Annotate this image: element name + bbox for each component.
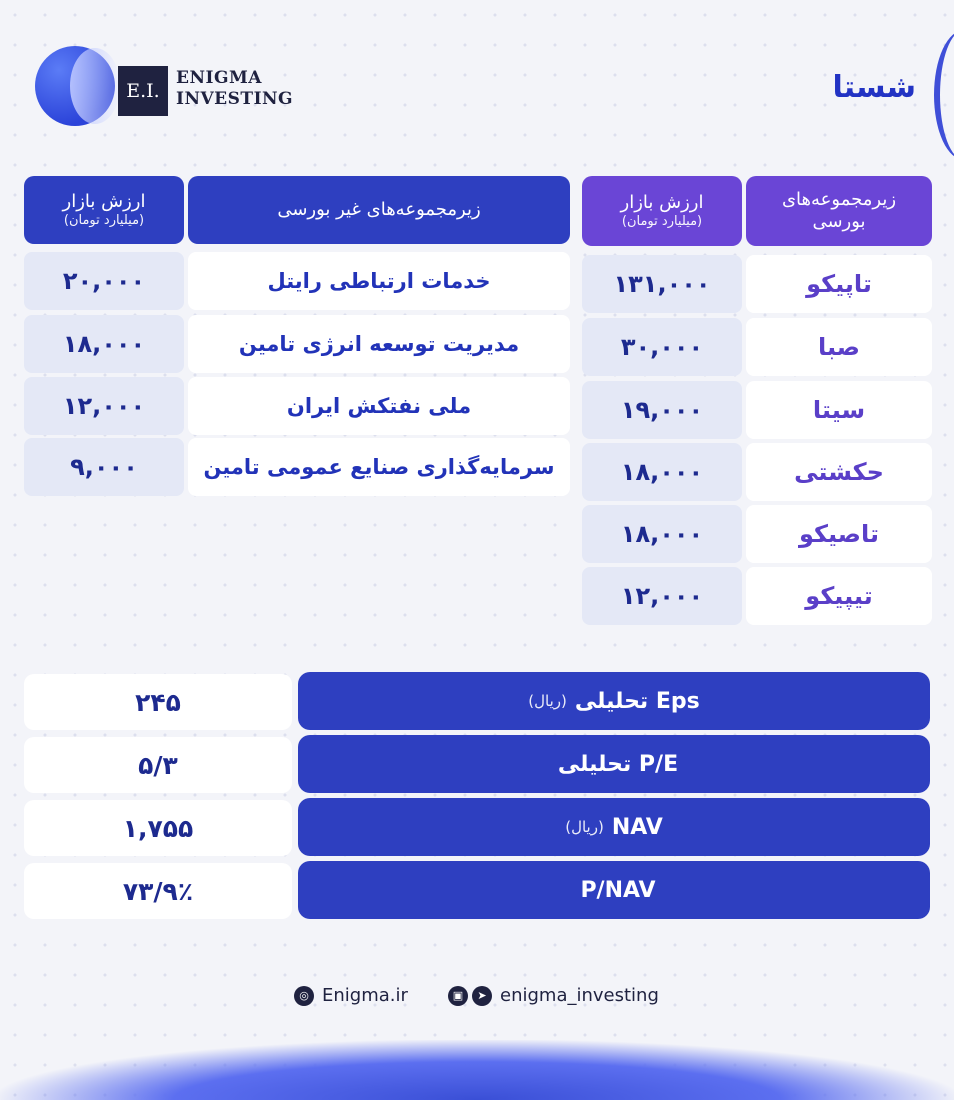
- metric-unit: (ریال): [528, 692, 567, 710]
- listed-row-value: ۳۰,۰۰۰: [582, 318, 742, 376]
- logo-mark: E.I.: [118, 66, 168, 116]
- metric-label: [298, 672, 930, 730]
- unlisted-row-name: سرمایه‌گذاری صنایع عمومی تامین: [188, 438, 570, 496]
- listed-header-value-main: ارزش بازار: [620, 192, 704, 213]
- listed-row-value: ۱۹,۰۰۰: [582, 381, 742, 439]
- metric-value: ۷۳/۹٪: [24, 863, 292, 919]
- listed-row-value: ۱۸,۰۰۰: [582, 505, 742, 563]
- listed-header-value: [582, 176, 742, 246]
- telegram-icon: ➤: [472, 986, 492, 1006]
- metric-label-text: Eps تحلیلی: [574, 688, 700, 714]
- metric-label: [298, 861, 930, 919]
- metric-label-text: P/NAV: [580, 877, 656, 903]
- logo-wordmark: [176, 68, 293, 110]
- logo-line-2: INVESTING: [176, 89, 294, 109]
- logo-glow: [70, 48, 120, 124]
- metric-value: ۵/۳: [24, 737, 292, 793]
- listed-row-name: سیتا: [746, 381, 932, 439]
- unlisted-row-name: خدمات ارتباطی رایتل: [188, 252, 570, 310]
- unlisted-row-name: ملی نفتکش ایران: [188, 377, 570, 435]
- listed-row-value: ۱۲,۰۰۰: [582, 567, 742, 625]
- footer-social[interactable]: [448, 985, 659, 1006]
- instagram-icon: ▣: [448, 986, 468, 1006]
- listed-row-name: تاصیکو: [746, 505, 932, 563]
- footer-social-text: enigma_investing: [500, 985, 659, 1006]
- unlisted-header-value: [24, 176, 184, 244]
- globe-icon: ◎: [294, 986, 314, 1006]
- footer-website[interactable]: [294, 985, 408, 1006]
- listed-header-name-text: زیرمجموعه‌های بورسی: [781, 189, 897, 232]
- metric-value: ۲۴۵: [24, 674, 292, 730]
- listed-row-name: صبا: [746, 318, 932, 376]
- metric-value: ۱,۷۵۵: [24, 800, 292, 856]
- unlisted-row-value: ۲۰,۰۰۰: [24, 252, 184, 310]
- unlisted-header-name: [188, 176, 570, 244]
- listed-row-value: ۱۳۱,۰۰۰: [582, 255, 742, 313]
- listed-header-value-sub: (میلیارد تومان): [621, 214, 703, 229]
- unlisted-row-name: مدیریت توسعه انرژی تامین: [188, 315, 570, 373]
- page-title: شستا: [832, 70, 916, 105]
- unlisted-row-value: ۹,۰۰۰: [24, 438, 184, 496]
- unlisted-header-value-sub: (میلیارد تومان): [63, 213, 145, 228]
- unlisted-header-value-main: ارزش بازار: [62, 191, 146, 212]
- edge-arc-decoration: [934, 30, 954, 160]
- metric-label-text: NAV: [611, 814, 663, 840]
- listed-row-value: ۱۸,۰۰۰: [582, 443, 742, 501]
- metric-unit: (ریال): [565, 818, 604, 836]
- listed-header-name: [746, 176, 932, 246]
- listed-row-name: حکشتی: [746, 443, 932, 501]
- metric-label-text: P/E تحلیلی: [557, 751, 679, 777]
- unlisted-row-value: ۱۸,۰۰۰: [24, 315, 184, 373]
- unlisted-header-name-text: زیرمجموعه‌های غیر بورسی: [277, 199, 481, 220]
- logo-line-1: ENIGMA: [176, 68, 262, 88]
- metric-label: [298, 798, 930, 856]
- listed-row-name: تاپیکو: [746, 255, 932, 313]
- metric-label: [298, 735, 930, 793]
- bottom-wave-decoration: [0, 1040, 954, 1100]
- unlisted-row-value: ۱۲,۰۰۰: [24, 377, 184, 435]
- footer-website-text: Enigma.ir: [322, 985, 408, 1006]
- listed-row-name: تیپیکو: [746, 567, 932, 625]
